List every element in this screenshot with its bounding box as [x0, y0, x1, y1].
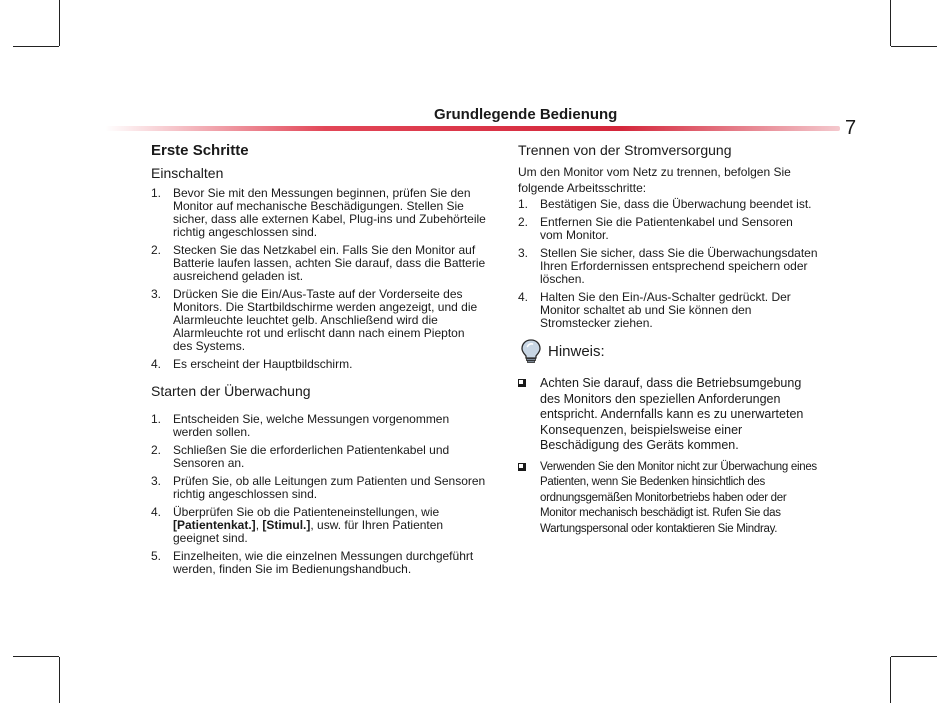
list-item — [151, 358, 486, 371]
list-item — [151, 244, 486, 283]
step-text: , — [255, 518, 263, 532]
step-number: 4. — [151, 505, 162, 519]
step-number: 3. — [151, 474, 162, 488]
note-list — [518, 376, 818, 537]
note-header — [518, 338, 818, 364]
list-item — [518, 291, 818, 330]
step-text: Entscheiden Sie, welche Messungen vorgenommen werden sollen. — [173, 412, 450, 439]
crop-mark-bottom-right-v — [890, 657, 891, 703]
crop-mark-top-right-h — [891, 46, 937, 47]
list-item — [151, 187, 486, 239]
parameter-keyword: [Patientenkat.] — [173, 518, 256, 532]
step-text: Bestätigen Sie, dass die Überwachung beendet ist. — [540, 197, 812, 211]
einschalten-steps — [151, 187, 486, 371]
lightbulb-icon — [518, 338, 544, 364]
step-text: , usw. für Ihren Patienten geeignet sind. — [173, 518, 444, 545]
step-number: 1. — [151, 412, 162, 426]
step-number: 4. — [151, 357, 162, 371]
list-item — [518, 376, 818, 454]
header-rule — [105, 126, 840, 131]
list-item — [518, 247, 818, 286]
checkbox-bullet-icon — [518, 463, 526, 471]
crop-mark-bottom-right-h — [891, 656, 937, 657]
note-text: Verwenden Sie den Monitor nicht zur Überwachung eines Patienten, wenn Sie Bedenken hinsichtlich des ordnungsgemäßen Monitorbetriebs haben oder der Monitor mechanisch beschädigt ist. Rufen Sie das Wartungspersonal oder kontaktieren Sie Mindray. — [540, 460, 817, 535]
step-text: Bevor Sie mit den Messungen beginnen, prüfen Sie den Monitor auf mechanische Beschädigungen. Stellen Sie sicher, dass alle externen Kabel, Plug-ins und Zubehörteile richtig angeschlossen sind. — [173, 186, 486, 239]
crop-mark-top-right-v — [890, 0, 891, 46]
crop-mark-top-left-h — [13, 46, 59, 47]
step-text: Schließen Sie die erforderlichen Patientenkabel und Sensoren an. — [173, 443, 450, 470]
list-item — [151, 506, 486, 545]
list-item — [518, 216, 818, 242]
subsection-title-trennen: Trennen von der Stromversorgung — [518, 142, 732, 158]
crop-mark-bottom-left-h — [13, 656, 59, 657]
step-number: 2. — [151, 243, 162, 257]
step-number: 4. — [518, 290, 529, 304]
step-text: Einzelheiten, wie die einzelnen Messungen durchgeführt werden, finden Sie im Bedienungshandbuch. — [173, 549, 474, 576]
step-number: 1. — [518, 197, 529, 211]
parameter-keyword: [Stimul.] — [262, 518, 311, 532]
note-title: Hinweis: — [548, 342, 605, 360]
list-item — [518, 460, 818, 538]
trennen-steps — [518, 198, 818, 330]
crop-mark-bottom-left-v — [59, 657, 60, 703]
page-number: 7 — [845, 117, 857, 139]
list-item — [151, 288, 486, 353]
step-number: 1. — [151, 186, 162, 200]
subsection-title-einschalten: Einschalten — [151, 165, 224, 181]
page-header-title: Grundlegende Bedienung — [434, 106, 618, 123]
step-text: Stecken Sie das Netzkabel ein. Falls Sie den Monitor auf Batterie laufen lassen, achten Sie darauf, dass die Batterie ausreichend geladen ist. — [173, 243, 486, 283]
step-text: Drücken Sie die Ein/Aus-Taste auf der Vorderseite des Monitors. Die Startbildschirme werden angezeigt, und die Alarmleuchte leuchtet gelb. Anschließend wird die Alarmleuchte rot und erlischt dann nach einem Piepton des Systems. — [173, 287, 478, 353]
step-text: Entfernen Sie die Patientenkabel und Sensoren vom Monitor. — [540, 215, 793, 242]
left-column — [151, 142, 486, 581]
list-item — [151, 475, 486, 501]
crop-mark-top-left-v — [59, 0, 60, 46]
step-number: 2. — [518, 215, 529, 229]
list-item — [151, 444, 486, 470]
subsection-title-starten: Starten der Überwachung — [151, 383, 311, 399]
starten-steps — [151, 413, 486, 576]
trennen-intro: Um den Monitor vom Netz zu trennen, befolgen Sie folgende Arbeitsschritte: — [518, 165, 791, 195]
step-number: 3. — [518, 246, 529, 260]
list-item — [518, 198, 818, 211]
right-column — [518, 142, 818, 543]
note-text: Achten Sie darauf, dass die Betriebsumgebung des Monitors den speziellen Anforderungen entspricht. Andernfalls kann es zu unerwarteten Konsequenzen, beispielsweise einer Beschädigung des Geräts kommen. — [540, 376, 804, 452]
step-text: Es erscheint der Hauptbildschirm. — [173, 357, 353, 371]
step-text: Halten Sie den Ein-/Aus-Schalter gedrückt. Der Monitor schaltet ab und Sie können den Stromstecker ziehen. — [540, 290, 791, 330]
list-item — [151, 550, 486, 576]
step-text: Überprüfen Sie ob die Patienteneinstellungen, wie — [173, 505, 440, 519]
section-title: Erste Schritte — [151, 142, 249, 159]
step-number: 3. — [151, 287, 162, 301]
step-text: Prüfen Sie, ob alle Leitungen zum Patienten und Sensoren richtig angeschlossen sind. — [173, 474, 486, 501]
step-number: 5. — [151, 549, 162, 563]
step-number: 2. — [151, 443, 162, 457]
step-text: Stellen Sie sicher, dass Sie die Überwachungsdaten Ihren Erfordernissen entsprechend speichern oder löschen. — [540, 246, 818, 286]
checkbox-bullet-icon — [518, 379, 526, 387]
list-item — [151, 413, 486, 439]
